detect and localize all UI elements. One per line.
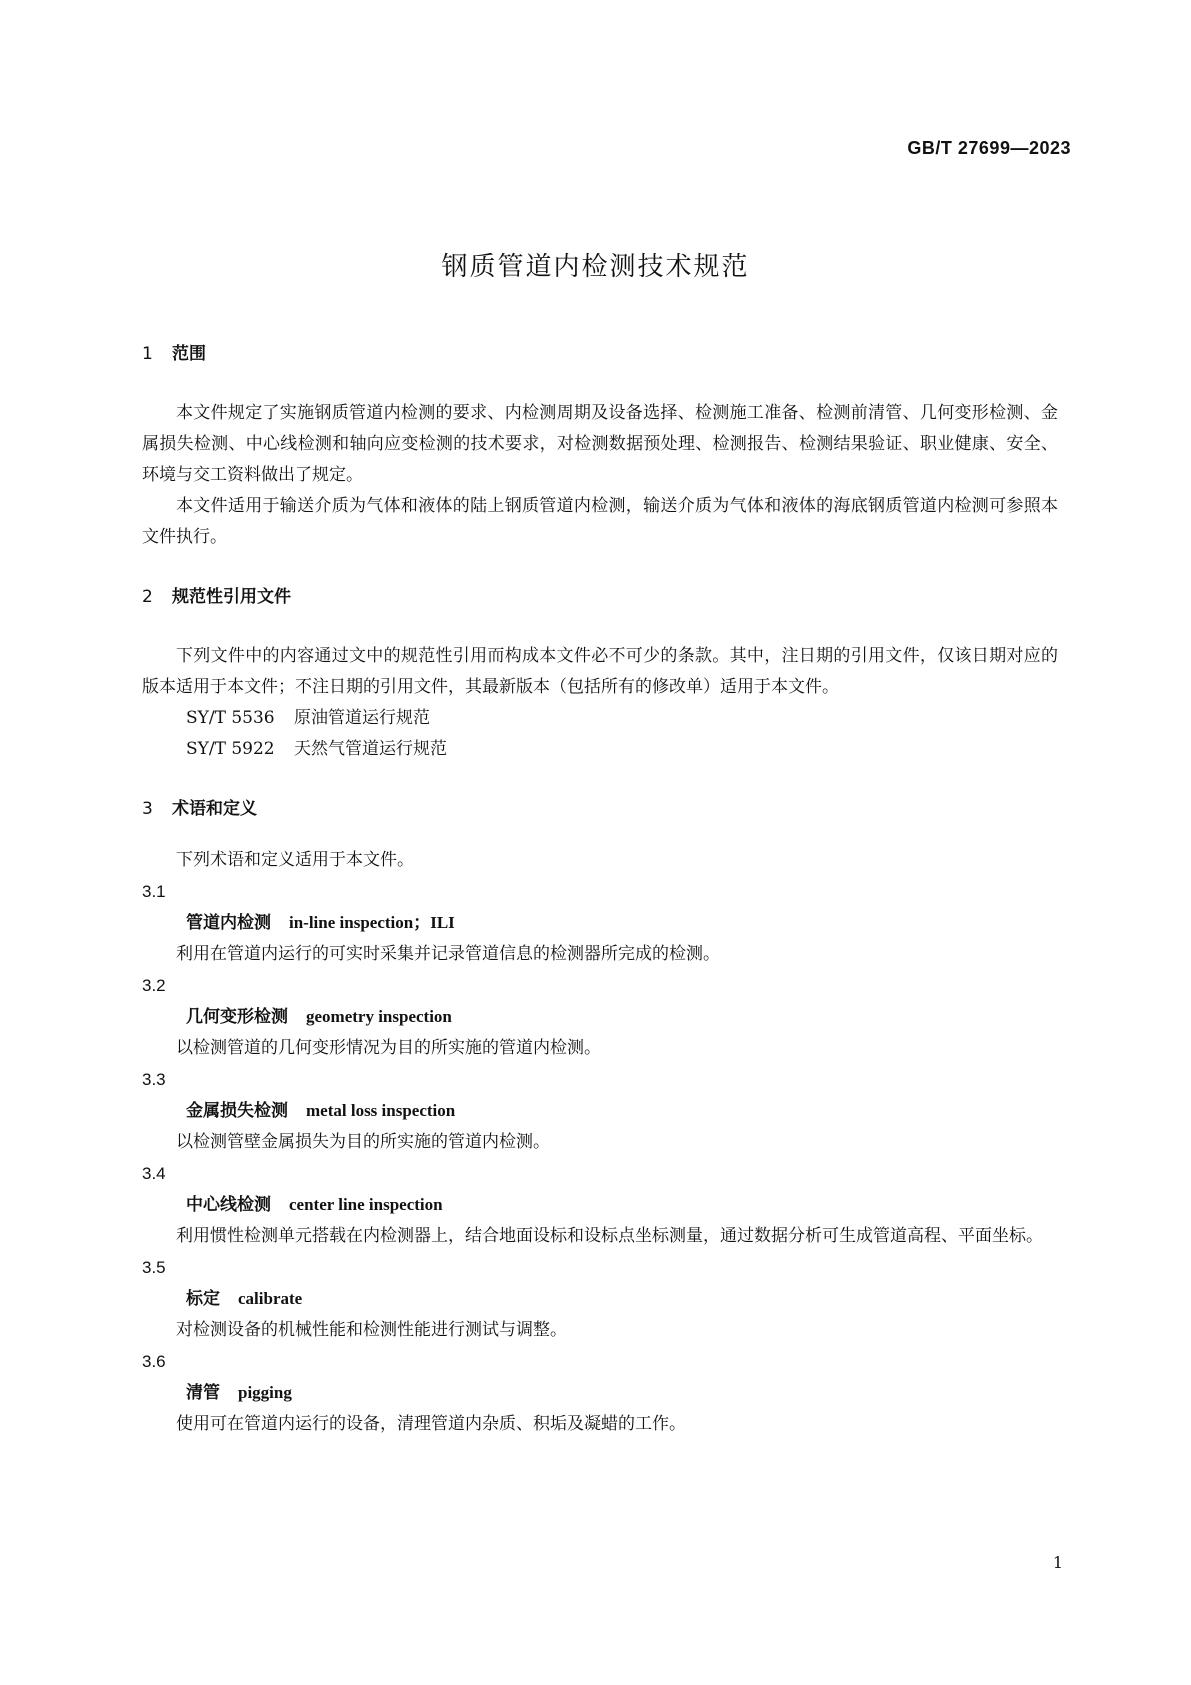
term-name-zh: 管道内检测 [186,913,271,933]
term-name-zh: 标定 [186,1289,220,1309]
section-title: 范围 [172,344,206,364]
term-entry [142,1252,1058,1346]
term-definition: 利用在管道内运行的可实时采集并记录管道信息的检测器所完成的检测。 [176,944,720,964]
term-name-en: geometry inspection [306,1007,452,1026]
term-name-en: pigging [238,1383,292,1402]
term-name-zh: 几何变形检测 [186,1007,288,1027]
scope-paragraph: 本文件适用于输送介质为气体和液体的陆上钢质管道内检测，输送介质为气体和液体的海底钢质管道内检测可参照本文件执行。 [142,496,1058,547]
term-name-en: in-line inspection；ILI [289,913,455,932]
term-number: 3.5 [142,1258,166,1277]
term-entry [142,1064,1058,1158]
term-number: 3.2 [142,976,166,995]
document-title: 钢质管道内检测技术规范 [441,252,750,282]
term-name-en: calibrate [238,1289,303,1308]
standard-number: GB/T 27699—2023 [907,138,1071,158]
section-title: 规范性引用文件 [172,587,291,607]
term-entry [142,1346,1058,1440]
term-name [142,1377,1058,1409]
section-number: 2 [142,587,153,607]
term-number: 3.3 [142,1070,166,1089]
term-definition: 利用惯性检测单元搭载在内检测器上，结合地面设标和设标点坐标测量，通过数据分析可生成管道高程、平面坐标。 [176,1226,1043,1246]
term-name-zh: 中心线检测 [186,1195,271,1215]
reference-item [142,703,1058,734]
page-number: 1 [1052,1553,1063,1572]
term-entry [142,876,1058,970]
term-entry [142,1158,1058,1252]
section-heading-scope [142,340,1058,368]
section-heading-normative-references [142,583,1058,611]
term-name [142,1283,1058,1315]
document-body [142,340,1058,1440]
term-name-zh: 金属损失检测 [186,1101,288,1121]
term-entry [142,970,1058,1064]
term-definition: 以检测管道的几何变形情况为目的所实施的管道内检测。 [176,1038,601,1058]
term-name [142,1095,1058,1127]
term-name [142,1001,1058,1033]
term-definition: 使用可在管道内运行的设备，清理管道内杂质、积垢及凝蜡的工作。 [176,1414,686,1434]
reference-title: 原油管道运行规范 [294,708,430,728]
section-number: 3 [142,799,153,819]
term-name [142,1189,1058,1221]
terms-intro: 下列术语和定义适用于本文件。 [176,850,414,870]
term-definition: 以检测管壁金属损失为目的所实施的管道内检测。 [176,1132,550,1152]
section-heading-terms [142,795,1058,823]
term-definition: 对检测设备的机械性能和检测性能进行测试与调整。 [176,1320,567,1340]
reference-title: 天然气管道运行规范 [294,739,447,759]
section-number: 1 [142,344,153,364]
term-number: 3.4 [142,1164,166,1183]
term-name [142,907,1058,939]
term-number: 3.6 [142,1352,166,1371]
term-name-zh: 清管 [186,1383,220,1403]
term-name-en: metal loss inspection [306,1101,456,1120]
term-name-en: center line inspection [289,1195,443,1214]
normative-references-intro: 下列文件中的内容通过文中的规范性引用而构成本文件必不可少的条款。其中，注日期的引用文件，仅该日期对应的版本适用于本文件；不注日期的引用文件，其最新版本（包括所有的修改单）适用于本文件。 [142,646,1058,697]
reference-code: SY/T 5922 [186,739,275,759]
scope-paragraph: 本文件规定了实施钢质管道内检测的要求、内检测周期及设备选择、检测施工准备、检测前清管、几何变形检测、金属损失检测、中心线检测和轴向应变检测的技术要求，对检测数据预处理、检测报告、检测结果验证、职业健康、安全、环境与交工资料做出了规定。 [142,403,1058,485]
term-number: 3.1 [142,882,166,901]
section-title: 术语和定义 [172,799,257,819]
reference-item [142,734,1058,765]
reference-code: SY/T 5536 [186,708,275,728]
